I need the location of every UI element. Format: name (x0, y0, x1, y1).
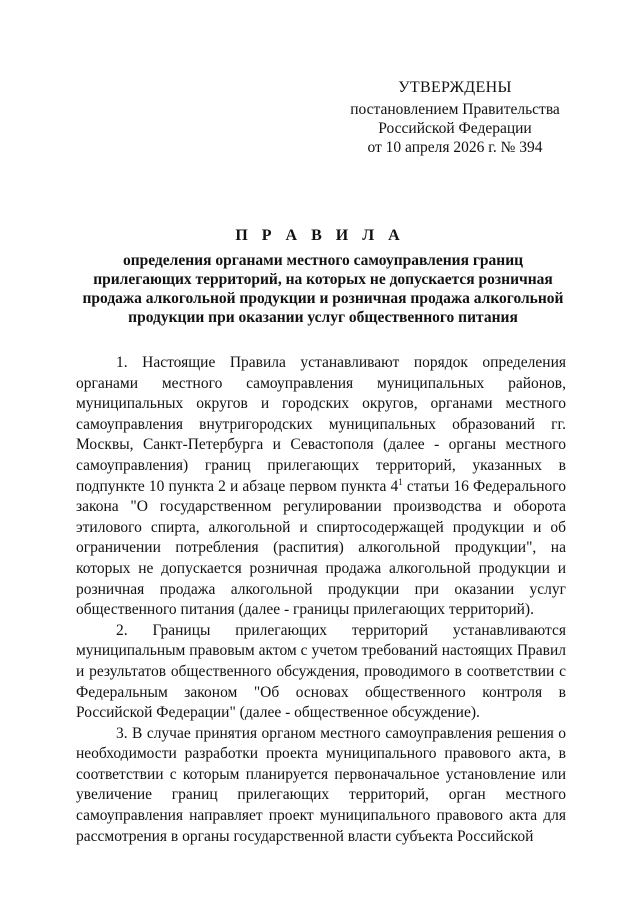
document-body (76, 353, 566, 847)
paragraph-1-text-a: 1. Настоящие Правила устанавливают порядок определения органами местного самоуправления муниципальных районов, муниципальных округов и городских округов, органами местного самоуправления внутригородских муниципальных образований гг. Москвы, Санкт-Петербурга и Севастополя (далее - органы местного самоуправления) границ прилегающих территорий, указанных в подпункте 10 пункта 2 и абзаце первом пункта 4 (76, 354, 566, 495)
paragraph-1-text-b: статьи 16 Федерального закона "О государственном регулировании производства и оборота этилового спирта, алкогольной и спиртосодержащей продукции и об ограничении потребления (распития) алкогольной продукции", на которых не допускается розничная продажа алкогольной продукции и розничная продажа алкогольной продукции при оказании услуг общественного питания (далее - границы прилегающих территорий). (76, 477, 567, 619)
approval-heading: УТВЕРЖДЕНЫ (398, 79, 512, 96)
approval-block (330, 78, 580, 157)
paragraph-1 (76, 353, 566, 621)
approval-line-3: от 10 апреля 2026 г. № 394 (367, 139, 543, 156)
paragraph-3: 3. В случае принятия органом местного самоуправления решения о необходимости разработки проекта муниципального правового акта, в соответствии с которым планируется первоначальное установление или увеличение границ прилегающих территорий, орган местного самоуправления направляет проект муниципального правового акта для рассмотрения в органы государственной власти субъекта Российской (76, 724, 566, 845)
approval-line-2: Российской Федерации (378, 120, 532, 137)
superscript: 1 (398, 476, 403, 487)
paragraph-2: 2. Границы прилегающих территорий устанавливаются муниципальным правовым актом с учетом требований настоящих Правил и результатов общественного обсуждения, проводимого в соответствии с Федеральным законом "Об основах общественного контроля в Российской Федерации" (далее - общественное обсуждение). (76, 621, 566, 722)
approval-line-1: постановлением Правительства (350, 101, 560, 118)
document-subtitle: определения органами местного самоуправления границ прилегающих территорий, на которых не допускается розничная продажа алкогольной продукции и розничная продажа алкогольной продукции при оказании услуг общественного питания (82, 252, 564, 326)
document-title: П Р А В И Л А (235, 227, 405, 244)
